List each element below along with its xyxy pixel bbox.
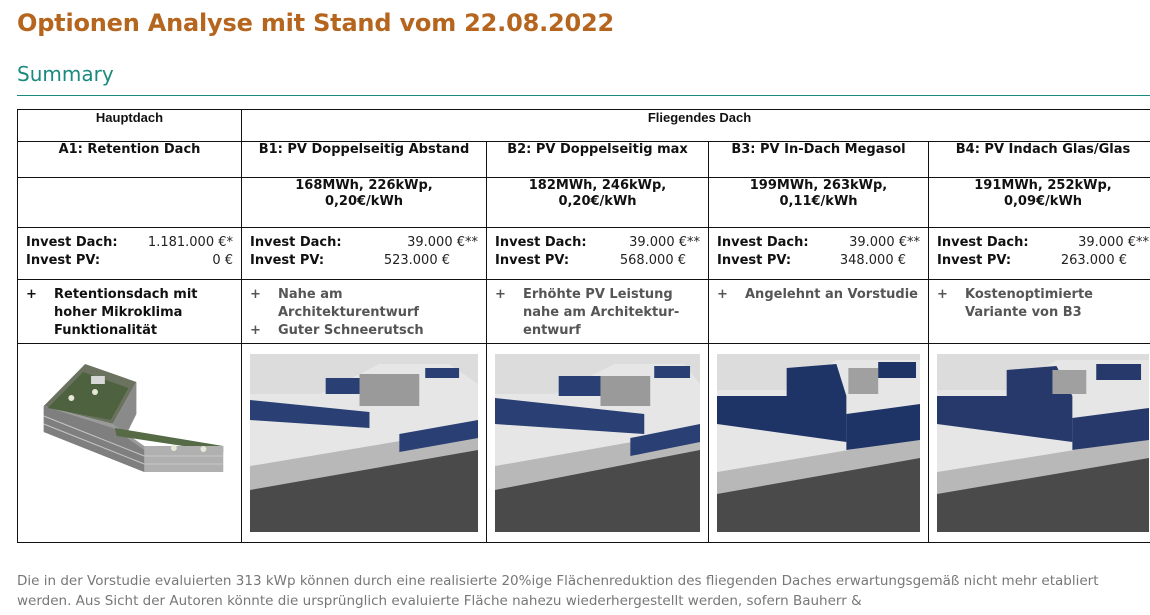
invest-a1: Invest Dach: 1.181.000 €* Invest PV: 0 € xyxy=(18,228,242,280)
pro-item: + Guter Schneerutsch xyxy=(250,323,424,338)
invest-row xyxy=(18,228,1150,280)
option-name-b1: B1: PV Doppelseitig Abstand xyxy=(242,142,487,178)
pros-b2 xyxy=(487,280,709,344)
group-fliegendes-dach: Fliegendes Dach xyxy=(242,110,1150,142)
footnote-text: Die in der Vorstudie evaluierten 313 kWp können durch eine realisierte 20%ige Flächenreduktion des fliegenden Daches erwartungsgemäß nicht mehr etabliert werden. Aus Sicht der Autoren könnte die ursprünglich evaluierte Fläche nahezu wiederhergestellt werden, sofern Bauherr & xyxy=(17,573,1099,609)
pro-item: + Angelehnt an Vorstudie xyxy=(717,287,918,302)
pros-b1 xyxy=(242,280,487,344)
kpi-a1 xyxy=(18,178,242,228)
pro-item: + Erhöhte PV Leistung nahe am Architektur-entwurf xyxy=(495,287,680,338)
option-name-a1: A1: Retention Dach xyxy=(18,142,242,178)
kpi-b2: 182MWh, 246kWp, 0,20€/kWh xyxy=(487,178,709,228)
kpi-row xyxy=(18,178,1150,228)
kpi-b4: 191MWh, 252kWp, 0,09€/kWh xyxy=(929,178,1150,228)
render-row xyxy=(18,344,1150,543)
group-header-row xyxy=(18,110,1150,142)
render-b2 xyxy=(487,344,709,543)
kpi-b1: 168MWh, 226kWp, 0,20€/kWh xyxy=(242,178,487,228)
invest-b2: Invest Dach: 39.000 €** Invest PV: 568.000 € xyxy=(487,228,709,280)
page-title: Optionen Analyse mit Stand vom 22.08.2022 xyxy=(17,9,614,37)
pv-roof-render-glas xyxy=(937,354,1149,532)
divider xyxy=(17,95,1150,96)
render-b4 xyxy=(929,344,1150,543)
green-roof-building-render xyxy=(26,354,233,532)
option-name-row xyxy=(18,142,1150,178)
option-name-b2: B2: PV Doppelseitig max xyxy=(487,142,709,178)
group-hauptdach: Hauptdach xyxy=(18,110,242,142)
pros-b4 xyxy=(929,280,1150,344)
render-a1 xyxy=(18,344,242,543)
pro-item: + Nahe am Architekturentwurf xyxy=(250,287,420,320)
invest-b1: Invest Dach: 39.000 €** Invest PV: 523.000 € xyxy=(242,228,487,280)
render-b3 xyxy=(709,344,929,543)
render-b1 xyxy=(242,344,487,543)
options-summary-table xyxy=(17,109,1150,543)
section-subtitle: Summary xyxy=(17,62,114,86)
invest-b3: Invest Dach: 39.000 €** Invest PV: 348.000 € xyxy=(709,228,929,280)
kpi-b3: 199MWh, 263kWp, 0,11€/kWh xyxy=(709,178,929,228)
pro-item: + Retentionsdach mit hoher Mikroklima Funktionalität xyxy=(26,287,198,338)
option-name-b3: B3: PV In-Dach Megasol xyxy=(709,142,929,178)
pros-a1 xyxy=(18,280,242,344)
pros-b3 xyxy=(709,280,929,344)
pv-roof-render-max xyxy=(495,354,700,532)
option-name-b4: B4: PV Indach Glas/Glas xyxy=(929,142,1150,178)
pv-roof-render-indach xyxy=(717,354,920,532)
pros-row xyxy=(18,280,1150,344)
pro-item: + Kostenoptimierte Variante von B3 xyxy=(937,287,1093,320)
invest-b4: Invest Dach: 39.000 €** Invest PV: 263.000 € xyxy=(929,228,1150,280)
pv-roof-render-sparse xyxy=(250,354,478,532)
